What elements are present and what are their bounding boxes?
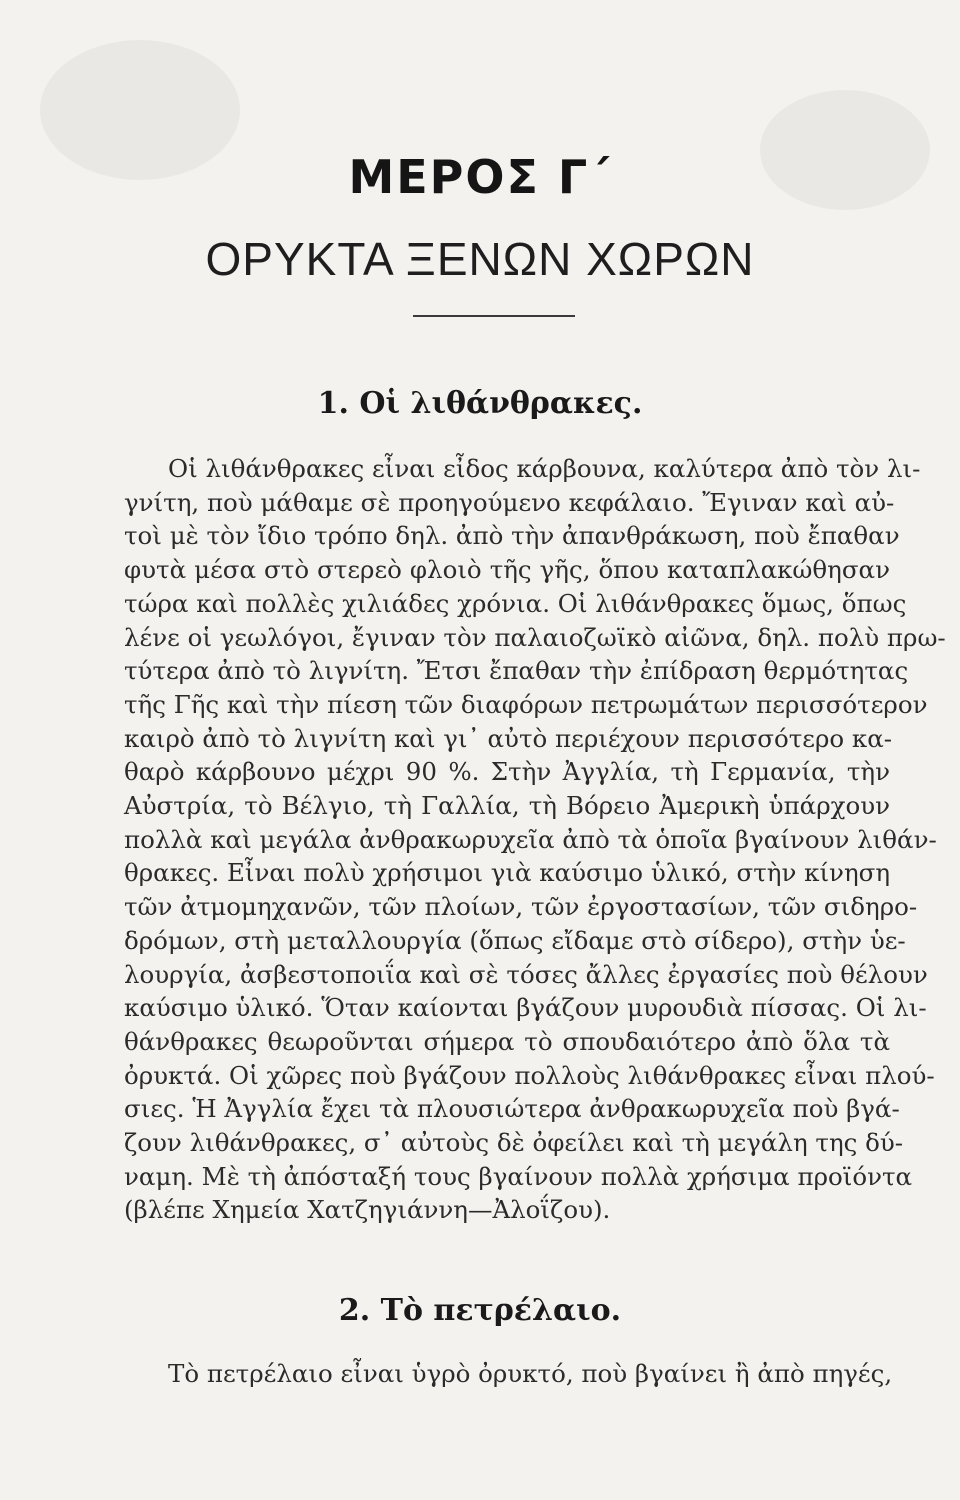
text-line: τύτερα ἀπὸ τὸ λιγνίτη. Ἔτσι ἔπαθαν τὴν ἐπίδραση θερμότητας (124, 656, 909, 686)
text-line: τώρα καὶ πολλὲς χιλιάδες χρόνια. Οἱ λιθάνθρακες ὅμως, ὅπως (124, 588, 907, 618)
section-heading-petroleum: 2. Τὸ πετρέλαιο. (338, 1293, 622, 1328)
part-title: ΜΕΡΟΣ Γ΄ (348, 150, 612, 204)
text-line: λουργία, ἀσβεστοποιΐα καὶ σὲ τόσες ἄλλες ἐργασίες ποὺ θέλουν (124, 959, 928, 989)
section-heading-coal: 1. Οἱ λιθάνθρακες. (317, 386, 643, 421)
text-line: ζουν λιθάνθρακες, σ᾽ αὐτοὺς δὲ ὀφείλει καὶ τὴ μεγάλη της δύ- (124, 1128, 904, 1158)
text-line: γνίτη, ποὺ μάθαμε σὲ προηγούμενο κεφάλαιο. Ἔγιναν καὶ αὐ- (124, 487, 895, 517)
text-line: τῶν ἀτμομηχανῶν, τῶν πλοίων, τῶν ἐργοστασίων, τῶν σιδηρο- (124, 892, 918, 922)
text-line: Αὐστρία, τὸ Βέλγιο, τὴ Γαλλία, τὴ Βόρειο Ἀμερικὴ ὑπάρχουν (124, 791, 890, 821)
text-line: θαρὸ κάρβουνο μέχρι 90 %. Στὴν Ἀγγλία, τὴ Γερμανία, τὴν (124, 757, 890, 787)
text-line: τῆς Γῆς καὶ τὴν πίεση τῶν διαφόρων πετρωμάτων περισσότερον (124, 689, 928, 719)
text-line: καιρὸ ἀπὸ τὸ λιγνίτη καὶ γι᾽ αὐτὸ περιέχουν περισσότερο κα- (124, 723, 893, 753)
text-line: θρακες. Εἶναι πολὺ χρήσιμοι γιὰ καύσιμο ὑλικό, στὴν κίνηση (124, 858, 891, 888)
chapter-title: ΟΡΥΚΤΑ ΞΕΝΩΝ ΧΩΡΩΝ (205, 233, 755, 285)
paragraph-coal (124, 452, 946, 1227)
text-line: καύσιμο ὑλικό. Ὅταν καίονται βγάζουν μυρουδιὰ πίσσας. Οἱ λι- (124, 993, 927, 1023)
text-line: τοὶ μὲ τὸν ἴδιο τρόπο δηλ. ἀπὸ τὴν ἀπανθράκωση, ποὺ ἔπαθαν (124, 521, 900, 551)
text-line: σιες. Ἡ Ἀγγλία ἔχει τὰ πλουσιώτερα ἀνθρακωρυχεῖα ποὺ βγά- (124, 1094, 900, 1124)
text-line: (βλέπε Χημεία Χατζηγιάννη—Ἀλοΐζου). (124, 1195, 611, 1225)
text-line: Οἱ λιθάνθρακες εἶναι εἶδος κάρβουνα, καλύτερα ἀπὸ τὸν λι- (168, 454, 921, 483)
text-line: πολλὰ καὶ μεγάλα ἀνθρακωρυχεῖα ἀπὸ τὰ ὁποῖα βγαίνουν λιθάν- (124, 824, 937, 854)
text-line: θάνθρακες θεωροῦνται σήμερα τὸ σπουδαιότερο ἀπὸ ὅλα τὰ (124, 1026, 890, 1056)
text-line: δρόμων, στὴ μεταλλουργία (ὅπως εἴδαμε στὸ σίδερο), στὴν ὑε- (124, 925, 906, 955)
text-line: Τὸ πετρέλαιο εἶναι ὑγρὸ ὀρυκτό, ποὺ βγαίνει ἢ ἀπὸ πηγές, (168, 1359, 893, 1388)
title-divider (413, 315, 575, 317)
text-line: φυτὰ μέσα στὸ στερεὸ φλοιὸ τῆς γῆς, ὅπου καταπλακώθησαν (124, 555, 890, 585)
paragraph-petroleum (124, 1357, 893, 1391)
text-line: ναμη. Μὲ τὴ ἀπόσταξή τους βγαίνουν πολλὰ χρήσιμα προϊόντα (124, 1161, 913, 1191)
text-line: λένε οἱ γεωλόγοι, ἔγιναν τὸν παλαιοζωϊκὸ αἰῶνα, δηλ. πολὺ πρω- (124, 622, 946, 652)
text-line: ὀρυκτά. Οἱ χῶρες ποὺ βγάζουν πολλοὺς λιθάνθρακες εἶναι πλού- (124, 1060, 935, 1090)
